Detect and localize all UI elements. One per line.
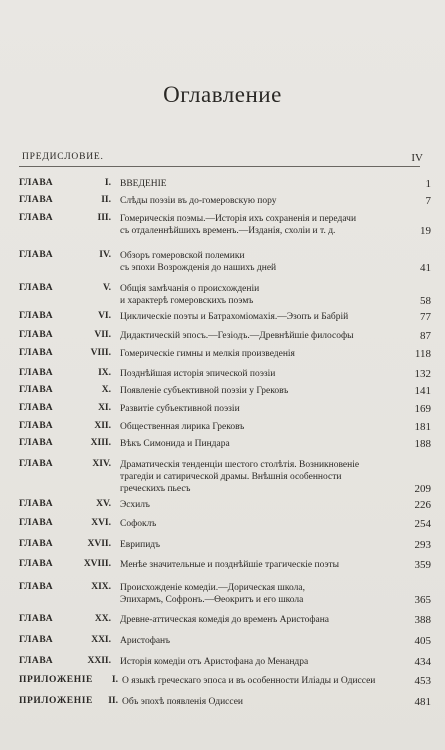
entry-page-number: 188 (414, 438, 431, 450)
entry-title-line: Софоклъ (120, 519, 157, 529)
entry-page-number: 58 (420, 295, 431, 307)
entry-label: ГЛАВА (19, 368, 54, 378)
entry-title-line: и характерѣ гомеровскихъ поэмъ (120, 296, 254, 306)
entry-title-line: Происхожденіе комедіи.—Дорическая школа, (120, 583, 305, 593)
entry-title-line: Драматическія тенденціи шестого столѣтія. Возникновеніе (120, 460, 360, 470)
entry-label: ГЛАВА (19, 348, 54, 358)
entry-title-line: Эсхилъ (120, 500, 150, 510)
entry-title-line: греческихъ пьесъ (120, 484, 191, 494)
entry-label: ГЛАВА (19, 330, 54, 340)
entry-title-line: Объ эпохѣ появленія Одиссеи (122, 697, 244, 707)
entry-title-line: Вѣкъ Симонида и Пиндара (120, 439, 230, 449)
entry-title-line: Гомерическія поэмы.—Исторія ихъ сохраненія и передачи (120, 214, 357, 224)
entry-label: ГЛАВА (19, 250, 54, 260)
entry-number: II. (108, 696, 118, 706)
entry-label: ГЛАВА (19, 403, 54, 413)
entry-page-number: 209 (414, 483, 431, 495)
entry-title-line: Общественная лирика Грековъ (120, 422, 245, 432)
entry-label: ГЛАВА (19, 539, 54, 549)
entry-title-line: Развитіе субъективной поэзіи (120, 404, 240, 414)
entry-page-number: 453 (414, 675, 431, 687)
entry-number: XIX. (91, 582, 111, 592)
entry-number: I. (111, 675, 118, 685)
entry-label: ГЛАВА (19, 421, 54, 431)
entry-number: XVII. (87, 539, 111, 549)
entry-label: ГЛАВА (19, 635, 54, 645)
entry-page-number: 19 (420, 225, 431, 237)
entry-title-line: Древне-аттическая комедія до временъ Аристофана (120, 615, 330, 625)
entry-number: VI. (98, 311, 111, 321)
entry-page-number: 1 (425, 178, 431, 190)
entry-page-number: 141 (414, 385, 431, 397)
entry-label: ГЛАВА (19, 582, 54, 592)
entry-title-line: О языкѣ греческаго эпоса и въ особенности Иліады и Одиссеи (122, 676, 376, 686)
entry-title-line: трагедіи и сатирической драмы. Внѣшнія особенности (120, 472, 342, 482)
entry-title-line: Обзоръ гомеровской полемики (120, 251, 245, 261)
entry-page-number: 118 (414, 348, 431, 360)
entry-label: ГЛАВА (19, 499, 54, 509)
entry-number: XVI. (91, 518, 111, 528)
entry-number: I. (104, 178, 111, 188)
preface-label: ПРЕДИСЛОВИЕ. (22, 152, 104, 162)
entry-label: ПРИЛОЖЕНІЕ (19, 675, 93, 685)
entry-title-line: Позднѣйшая исторія эпической поэзіи (120, 369, 276, 379)
entry-title-line: съ эпохи Возрожденія до нашихъ дней (120, 263, 277, 273)
entry-label: ГЛАВА (19, 178, 54, 188)
entry-page-number: 388 (414, 614, 431, 626)
entry-title-line: Гомерическіе гимны и мелкія произведенія (120, 349, 295, 359)
entry-page-number: 405 (414, 635, 431, 647)
entry-page-number: 41 (420, 262, 431, 274)
entry-title-line: Слѣды поэзіи въ до-гомеровскую пору (120, 196, 277, 206)
entry-number: VIII. (90, 348, 111, 358)
entry-label: ГЛАВА (19, 656, 54, 666)
entry-page-number: 365 (414, 594, 431, 606)
entry-number: XXII. (87, 656, 111, 666)
entry-number: IX. (98, 368, 111, 378)
entry-title-line: Общія замѣчанія о происхожденіи (120, 284, 260, 294)
entry-number: X. (101, 385, 111, 395)
entry-number: XX. (94, 614, 111, 624)
entry-number: VII. (94, 330, 111, 340)
entry-number: XVIII. (83, 559, 111, 569)
entry-label: ГЛАВА (19, 385, 54, 395)
entry-page-number: 7 (425, 195, 431, 207)
entry-title-line: съ отдаленнѣйшихъ временъ.—Изданія, схоліи и т. д. (120, 226, 336, 236)
entry-title-line: ВВЕДЕНІЕ (120, 179, 167, 189)
entry-label: ГЛАВА (19, 614, 54, 624)
entry-number: XI. (98, 403, 111, 413)
entry-title-line: Дидактическій эпосъ.—Гезіодъ.—Древнѣйшіе философы (120, 331, 354, 341)
page-title: Оглавление (163, 82, 282, 107)
entry-page-number: 87 (420, 330, 431, 342)
entry-title-line: Менѣе значительные и позднѣйшіе трагическіе поэты (120, 560, 340, 570)
entry-label: ГЛАВА (19, 518, 54, 528)
entry-label: ГЛАВА (19, 311, 54, 321)
entry-number: V. (102, 283, 111, 293)
entry-label: ГЛАВА (19, 283, 54, 293)
entry-label: ПРИЛОЖЕНІЕ (19, 696, 93, 706)
entry-label: ГЛАВА (19, 459, 54, 469)
entry-number: XIV. (92, 459, 111, 469)
entry-page-number: 226 (414, 499, 431, 511)
entry-title-line: Аристофанъ (120, 636, 171, 646)
entry-page-number: 254 (414, 518, 431, 530)
entry-number: XIII. (90, 438, 111, 448)
entry-page-number: 359 (414, 559, 431, 571)
entry-title-line: Еврипидъ (120, 540, 161, 550)
entry-title-line: Циклическіе поэты и Батрахоміомахія.—Эзопъ и Бабрій (120, 312, 349, 322)
entry-number: II. (101, 195, 111, 205)
entry-number: III. (97, 213, 111, 223)
divider (19, 166, 420, 167)
entry-label: ГЛАВА (19, 438, 54, 448)
entry-title-line: Эпихармъ, Софронъ.—Ѳеокритъ и его школа (120, 595, 304, 605)
entry-label: ГЛАВА (19, 213, 54, 223)
entry-page-number: 169 (414, 403, 431, 415)
entry-title-line: Появленіе субъективной поэзіи у Грековъ (120, 386, 289, 396)
preface-page-number: IV (411, 152, 423, 164)
entry-number: XII. (94, 421, 111, 431)
entry-page-number: 481 (414, 696, 431, 708)
entry-number: XV. (96, 499, 111, 509)
entry-label: ГЛАВА (19, 559, 54, 569)
entry-page-number: 434 (414, 656, 431, 668)
entry-page-number: 293 (414, 539, 431, 551)
entry-page-number: 181 (414, 421, 431, 433)
entry-number: XXI. (91, 635, 111, 645)
entry-number: IV. (99, 250, 111, 260)
entry-page-number: 132 (414, 368, 431, 380)
entry-page-number: 77 (420, 311, 431, 323)
entry-title-line: Исторія комедіи отъ Аристофана до Менандра (120, 657, 309, 667)
entry-label: ГЛАВА (19, 195, 54, 205)
